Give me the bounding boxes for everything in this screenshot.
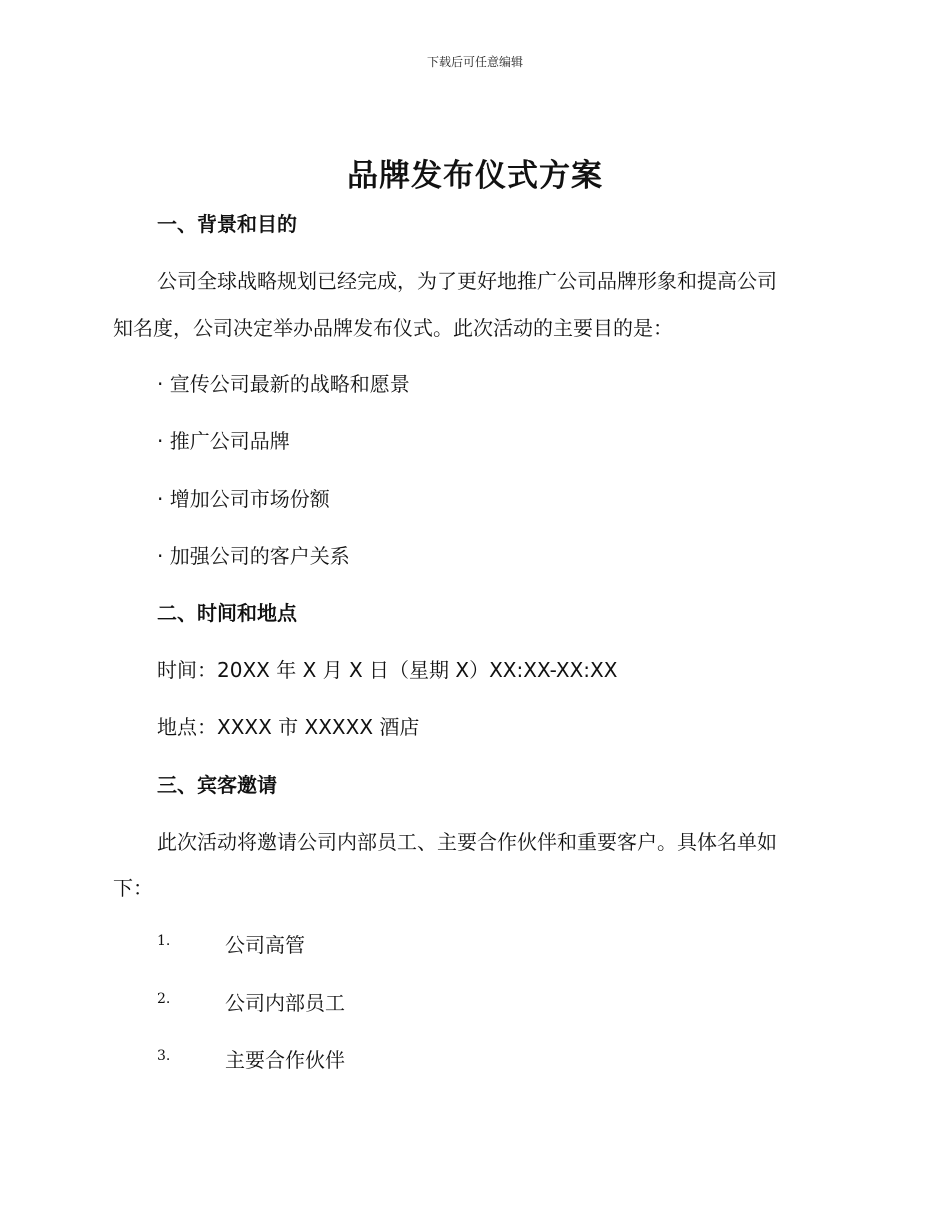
bullet-item: · 增加公司市场份额 bbox=[157, 487, 330, 511]
list-number: 1. bbox=[157, 933, 171, 949]
section-heading-guests: 三、宾客邀请 bbox=[157, 773, 277, 797]
paragraph-line: 此次活动将邀请公司内部员工、主要合作伙伴和重要客户。具体名单如 bbox=[157, 830, 777, 854]
paragraph-line: 下： bbox=[113, 876, 153, 900]
list-number: 2. bbox=[157, 991, 171, 1007]
document-title: 品牌发布仪式方案 bbox=[347, 158, 603, 194]
bullet-item: · 宣传公司最新的战略和愿景 bbox=[157, 372, 410, 396]
place-line: 地点：XXXX 市 XXXXX 酒店 bbox=[157, 715, 420, 739]
bullet-item: · 推广公司品牌 bbox=[157, 429, 290, 453]
section-heading-background: 一、背景和目的 bbox=[157, 212, 297, 236]
list-item: 公司内部员工 bbox=[225, 991, 345, 1015]
section-heading-time-place: 二、时间和地点 bbox=[157, 601, 297, 625]
list-item: 主要合作伙伴 bbox=[225, 1048, 345, 1072]
list-number: 3. bbox=[157, 1048, 171, 1064]
list-item: 公司高管 bbox=[225, 933, 305, 957]
paragraph-line: 公司全球战略规划已经完成，为了更好地推广公司品牌形象和提高公司 bbox=[157, 269, 777, 293]
bullet-item: · 加强公司的客户关系 bbox=[157, 544, 350, 568]
time-line: 时间：20XX 年 X 月 X 日（星期 X）XX:XX-XX:XX bbox=[157, 658, 618, 682]
header-note: 下载后可任意编辑 bbox=[426, 55, 523, 69]
paragraph-line: 知名度，公司决定举办品牌发布仪式。此次活动的主要目的是： bbox=[113, 316, 673, 340]
